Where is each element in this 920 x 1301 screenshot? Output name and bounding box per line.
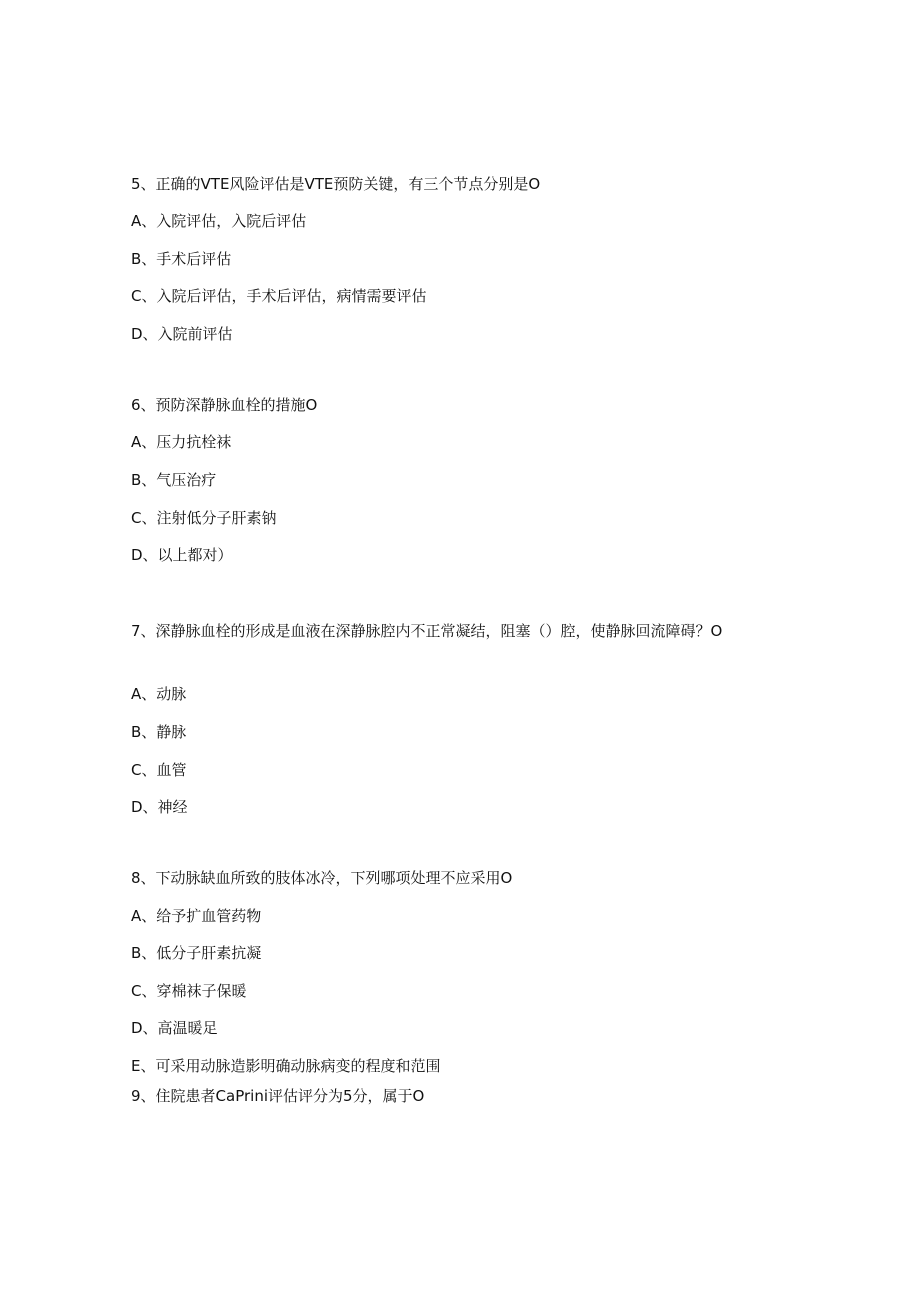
question-7-option-d: D、神经 <box>131 798 188 816</box>
question-6-option-d: D、以上都对） <box>131 546 233 564</box>
question-6-option-b: B、气压治疗 <box>131 471 217 489</box>
question-8-option-a: A、给予扩血管药物 <box>131 907 262 925</box>
question-6-option-c: C、注射低分子肝素钠 <box>131 509 277 527</box>
question-7-option-c: C、血管 <box>131 761 187 779</box>
question-5-option-b: B、手术后评估 <box>131 250 232 268</box>
question-8-option-e: E、可采用动脉造影明确动脉病变的程度和范围 <box>131 1057 441 1075</box>
question-5-stem: 5、正确的VTE风险评估是VTE预防关键，有三个节点分别是O <box>131 175 541 193</box>
question-8-option-b: B、低分子肝素抗凝 <box>131 944 262 962</box>
question-8-option-c: C、穿棉袜子保暖 <box>131 982 247 1000</box>
question-7-option-b: B、静脉 <box>131 723 187 741</box>
question-8-stem: 8、下动脉缺血所致的肢体冰冷，下列哪项处理不应采用O <box>131 869 513 887</box>
question-6-stem: 6、预防深静脉血栓的措施O <box>131 396 318 414</box>
question-5-option-a: A、入院评估，入院后评估 <box>131 212 307 230</box>
question-5-option-c: C、入院后评估，手术后评估，病情需要评估 <box>131 287 427 305</box>
question-8-option-d: D、高温暖足 <box>131 1019 218 1037</box>
question-5-option-d: D、入院前评估 <box>131 325 233 343</box>
question-9-stem: 9、住院患者CaPrini评估评分为5分，属于O <box>131 1087 425 1105</box>
question-7-stem: 7、深静脉血栓的形成是血液在深静脉腔内不正常凝结，阻塞（）腔，使静脉回流障碍？O <box>131 622 723 640</box>
question-7-option-a: A、动脉 <box>131 685 187 703</box>
question-6-option-a: A、压力抗栓袜 <box>131 433 232 451</box>
